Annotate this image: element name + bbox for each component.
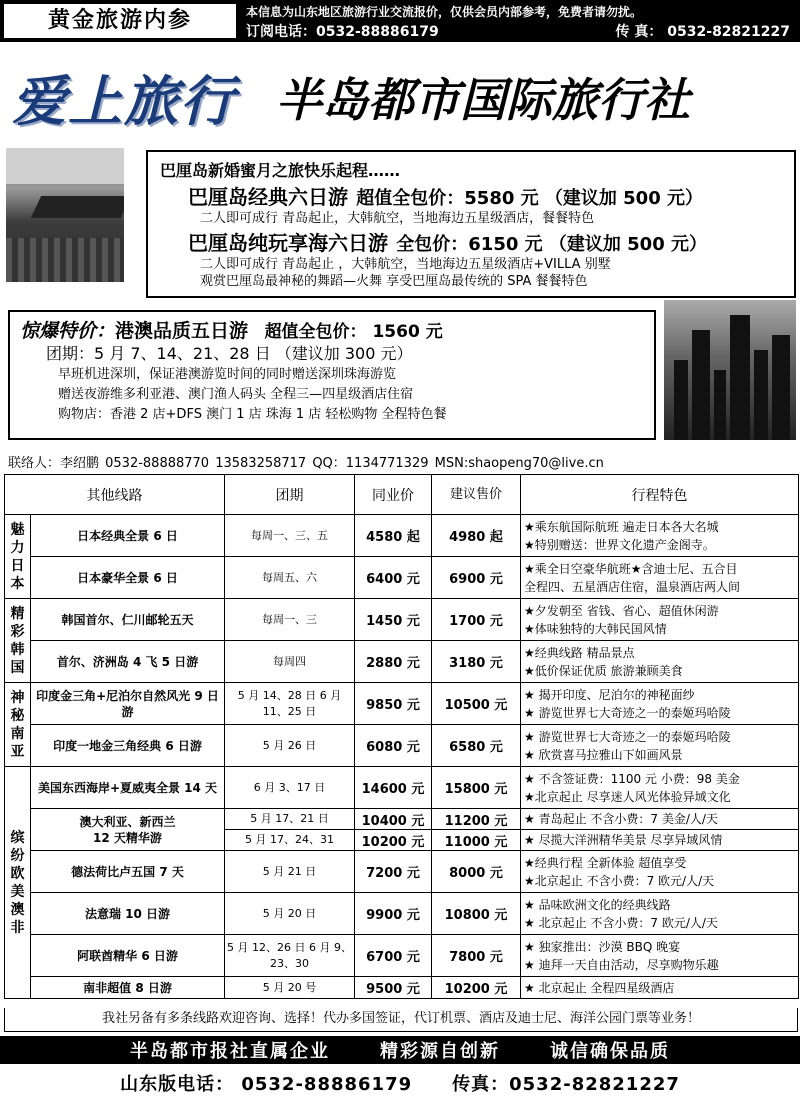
region-south-asia: 神秘南亚 <box>5 683 31 767</box>
retail-price: 3180 元 <box>432 641 521 683</box>
trade-price: 6700 元 <box>355 935 432 977</box>
retail-price: 15800 元 <box>432 767 521 809</box>
retail-price: 8000 元 <box>432 851 521 893</box>
route-name: 印度一地金三角经典 6 日游 <box>31 725 225 767</box>
title-row <box>0 54 800 140</box>
bali-intro: 巴厘岛新婚蜜月之旅快乐起程…… <box>160 161 401 180</box>
table-row <box>5 767 799 809</box>
route-schedule: 5 月 26 日 <box>225 725 355 767</box>
route-schedule: 5 月 12、26 日 6 月 9、23、30 <box>225 935 355 977</box>
route-name: 美国东西海岸+夏威夷全景 14 天 <box>31 767 225 809</box>
route-features: ★ 品味欧洲文化的经典线路 ★ 北京起止 不含小费：7 欧元/人/天 <box>521 893 799 935</box>
retail-price: 7800 元 <box>432 935 521 977</box>
bali-tour2-desc2: 观赏巴厘岛最神秘的舞蹈—火舞 享受巴厘岛最传统的 SPA 餐餐特色 <box>200 274 588 289</box>
table-row <box>5 725 799 767</box>
bali-tour1-desc: 二人即可成行 青岛起止，大韩航空，当地海边五星级酒店，餐餐特色 <box>200 211 595 226</box>
header-info: 本信息为山东地区旅游行业交流报价，仅供会员内部参考，免费者请勿扰。 <box>246 5 643 19</box>
table-row <box>5 515 799 557</box>
trade-price: 10400 元 <box>355 809 432 830</box>
route-name: 日本经典全景 6 日 <box>31 515 225 557</box>
trade-price: 9850 元 <box>355 683 432 725</box>
slogan-3: 诚信确保品质 <box>550 1041 670 1062</box>
table-row <box>5 641 799 683</box>
retail-price: 11200 元 <box>432 809 521 830</box>
table-row <box>5 935 799 977</box>
route-schedule: 5 月 17、21 日 <box>225 809 355 830</box>
contact-line: 联络人：李绍鹏 0532-88888770 13583258717 QQ：1134771329 MSN:shaopeng70@live.cn <box>8 456 604 471</box>
route-name: 阿联酋精华 6 日游 <box>31 935 225 977</box>
brand-title: 黄金旅游内参 <box>4 4 236 38</box>
bottom-contact <box>0 1066 800 1100</box>
route-name: 澳大利亚、新西兰 12 天精华游 <box>31 809 225 851</box>
region-japan: 魅力日本 <box>5 515 31 599</box>
retail-price: 10500 元 <box>432 683 521 725</box>
col-header-features: 行程特色 <box>521 475 799 515</box>
col-header-retail-price: 建议售价 <box>432 475 521 515</box>
route-name: 印度金三角+尼泊尔自然风光 9 日游 <box>31 683 225 725</box>
route-features: ★ 北京起止 全程四星级酒店 <box>521 977 799 999</box>
route-features: ★ 揭开印度、尼泊尔的神秘面纱 ★ 游览世界七大奇迹之一的泰姬玛哈陵 <box>521 683 799 725</box>
hk-desc2: 赠送夜游维多利亚港、澳门渔人码头 全程三—四星级酒店住宿 <box>58 387 414 402</box>
route-schedule: 6 月 3、17 日 <box>225 767 355 809</box>
slogan-1: 半岛都市报社直属企业 <box>130 1041 330 1062</box>
trade-price: 9900 元 <box>355 893 432 935</box>
table-row <box>5 893 799 935</box>
route-features: ★ 青岛起止 不含小费：7 美金/人/天 <box>521 809 799 830</box>
retail-price: 6580 元 <box>432 725 521 767</box>
retail-price: 6900 元 <box>432 557 521 599</box>
header-fax: 传 真： 0532-82821227 <box>615 24 790 40</box>
route-schedule: 5 月 14、28 日 6 月 11、25 日 <box>225 683 355 725</box>
trade-price: 6400 元 <box>355 557 432 599</box>
route-table <box>4 474 799 999</box>
trade-price: 14600 元 <box>355 767 432 809</box>
route-name: 德法荷比卢五国 7 天 <box>31 851 225 893</box>
trade-price: 10200 元 <box>355 830 432 851</box>
hk-desc1: 早班机进深圳，保证港澳游览时间的同时赠送深圳珠海游览 <box>58 367 397 382</box>
hk-section <box>8 310 656 440</box>
bali-photo <box>6 148 124 282</box>
route-schedule: 每周一、三、五 <box>225 515 355 557</box>
route-name: 日本豪华全景 6 日 <box>31 557 225 599</box>
retail-price: 10200 元 <box>432 977 521 999</box>
route-features: ★经典行程 全新体验 超值享受 ★北京起止 不含小费：7 欧元/人/天 <box>521 851 799 893</box>
bottom-fax: 传真：0532-82821227 <box>452 1074 680 1095</box>
bali-tour1-name: 巴厘岛经典六日游 <box>188 185 348 209</box>
trade-price: 2880 元 <box>355 641 432 683</box>
route-schedule: 5 月 20 日 <box>225 893 355 935</box>
route-name: 首尔、济洲岛 4 飞 5 日游 <box>31 641 225 683</box>
hk-name: 港澳品质五日游 <box>115 320 249 342</box>
route-features: ★ 尽揽大洋洲精华美景 尽享异域风情 <box>521 830 799 851</box>
route-features: ★ 游览世界七大奇迹之一的泰姬玛哈陵 ★ 欣赏喜马拉雅山下如画风景 <box>521 725 799 767</box>
bali-tour1-price: 超值全包价：5580 元 （建议加 500 元） <box>356 188 704 209</box>
hk-price: 超值全包价： 1560 元 <box>264 322 443 342</box>
bottom-tel: 山东版电话： 0532-88886179 <box>120 1074 413 1095</box>
retail-price: 11000 元 <box>432 830 521 851</box>
route-features: ★乘全日空豪华航班★含迪士尼、五合目 全程四、五星酒店住宿，温泉酒店两人间 <box>521 557 799 599</box>
bali-tour2-name: 巴厘岛纯玩享海六日游 <box>188 231 388 255</box>
col-header-schedule: 团期 <box>225 475 355 515</box>
retail-price: 10800 元 <box>432 893 521 935</box>
retail-price: 4980 起 <box>432 515 521 557</box>
trade-price: 7200 元 <box>355 851 432 893</box>
hk-skyline-photo <box>664 300 796 440</box>
retail-price: 1700 元 <box>432 599 521 641</box>
route-features: ★乘东航国际航班 遍走日本各大名城 ★特别赠送：世界文化遗产金阁寺。 <box>521 515 799 557</box>
footer-note: 我社另备有多条线路欢迎咨询、选择！代办多国签证，代订机票、酒店及迪士尼、海洋公园门票等业务！ <box>4 1008 798 1032</box>
table-row <box>5 599 799 641</box>
agency-title: 半岛都市国际旅行社 <box>276 73 690 127</box>
route-schedule: 5 月 20 号 <box>225 977 355 999</box>
bali-section <box>146 150 796 298</box>
trade-price: 4580 起 <box>355 515 432 557</box>
route-name: 韩国首尔、仁川邮轮五天 <box>31 599 225 641</box>
region-europe-americas: 缤纷欧美澳非 <box>5 767 31 999</box>
route-schedule: 5 月 17、24、31 <box>225 830 355 851</box>
route-name: 法意瑞 10 日游 <box>31 893 225 935</box>
hk-desc3: 购物店：香港 2 店+DFS 澳门 1 店 珠海 1 店 轻松购物 全程特色餐 <box>58 407 447 422</box>
hk-dates: 团期：5 月 7、14、21、28 日 （建议加 300 元） <box>46 344 413 363</box>
col-header-trade-price: 同业价 <box>355 475 432 515</box>
table-row <box>5 809 799 830</box>
region-korea: 精彩韩国 <box>5 599 31 683</box>
hk-label: 惊爆特价： <box>20 320 116 342</box>
bali-tour2-desc1: 二人即可成行 青岛起止 ，大韩航空，当地海边五星级酒店+VILLA 别墅 <box>200 257 611 272</box>
slogan-bar <box>0 1036 800 1064</box>
route-schedule: 每周一、三 <box>225 599 355 641</box>
table-row <box>5 977 799 999</box>
trade-price: 1450 元 <box>355 599 432 641</box>
slogan-2: 精彩源自创新 <box>380 1041 500 1062</box>
header-bar <box>0 0 800 42</box>
route-schedule: 每周四 <box>225 641 355 683</box>
table-row <box>5 683 799 725</box>
trade-price: 6080 元 <box>355 725 432 767</box>
table-row <box>5 851 799 893</box>
route-features: ★ 独家推出：沙漠 BBQ 晚宴 ★ 迪拜一天自由活动，尽享购物乐趣 <box>521 935 799 977</box>
slogan-title: 爱上旅行 <box>12 68 236 133</box>
bali-tour2-price: 全包价：6150 元 （建议加 500 元） <box>396 234 708 255</box>
trade-price: 9500 元 <box>355 977 432 999</box>
subscribe-phone: 订阅电话：0532-88886179 <box>246 24 439 40</box>
route-features: ★ 不含签证费：1100 元 小费：98 美金 ★北京起止 尽享迷人风光体验异域文化 <box>521 767 799 809</box>
table-row <box>5 557 799 599</box>
route-name: 南非超值 8 日游 <box>31 977 225 999</box>
col-header-route: 其他线路 <box>5 475 225 515</box>
route-schedule: 每周五、六 <box>225 557 355 599</box>
route-features: ★夕发朝至 省钱、省心、超值休闲游 ★体味独特的大韩民国风情 <box>521 599 799 641</box>
route-features: ★经典线路 精品景点 ★低价保证优质 旅游兼顾美食 <box>521 641 799 683</box>
table-header-row <box>5 475 799 515</box>
route-schedule: 5 月 21 日 <box>225 851 355 893</box>
